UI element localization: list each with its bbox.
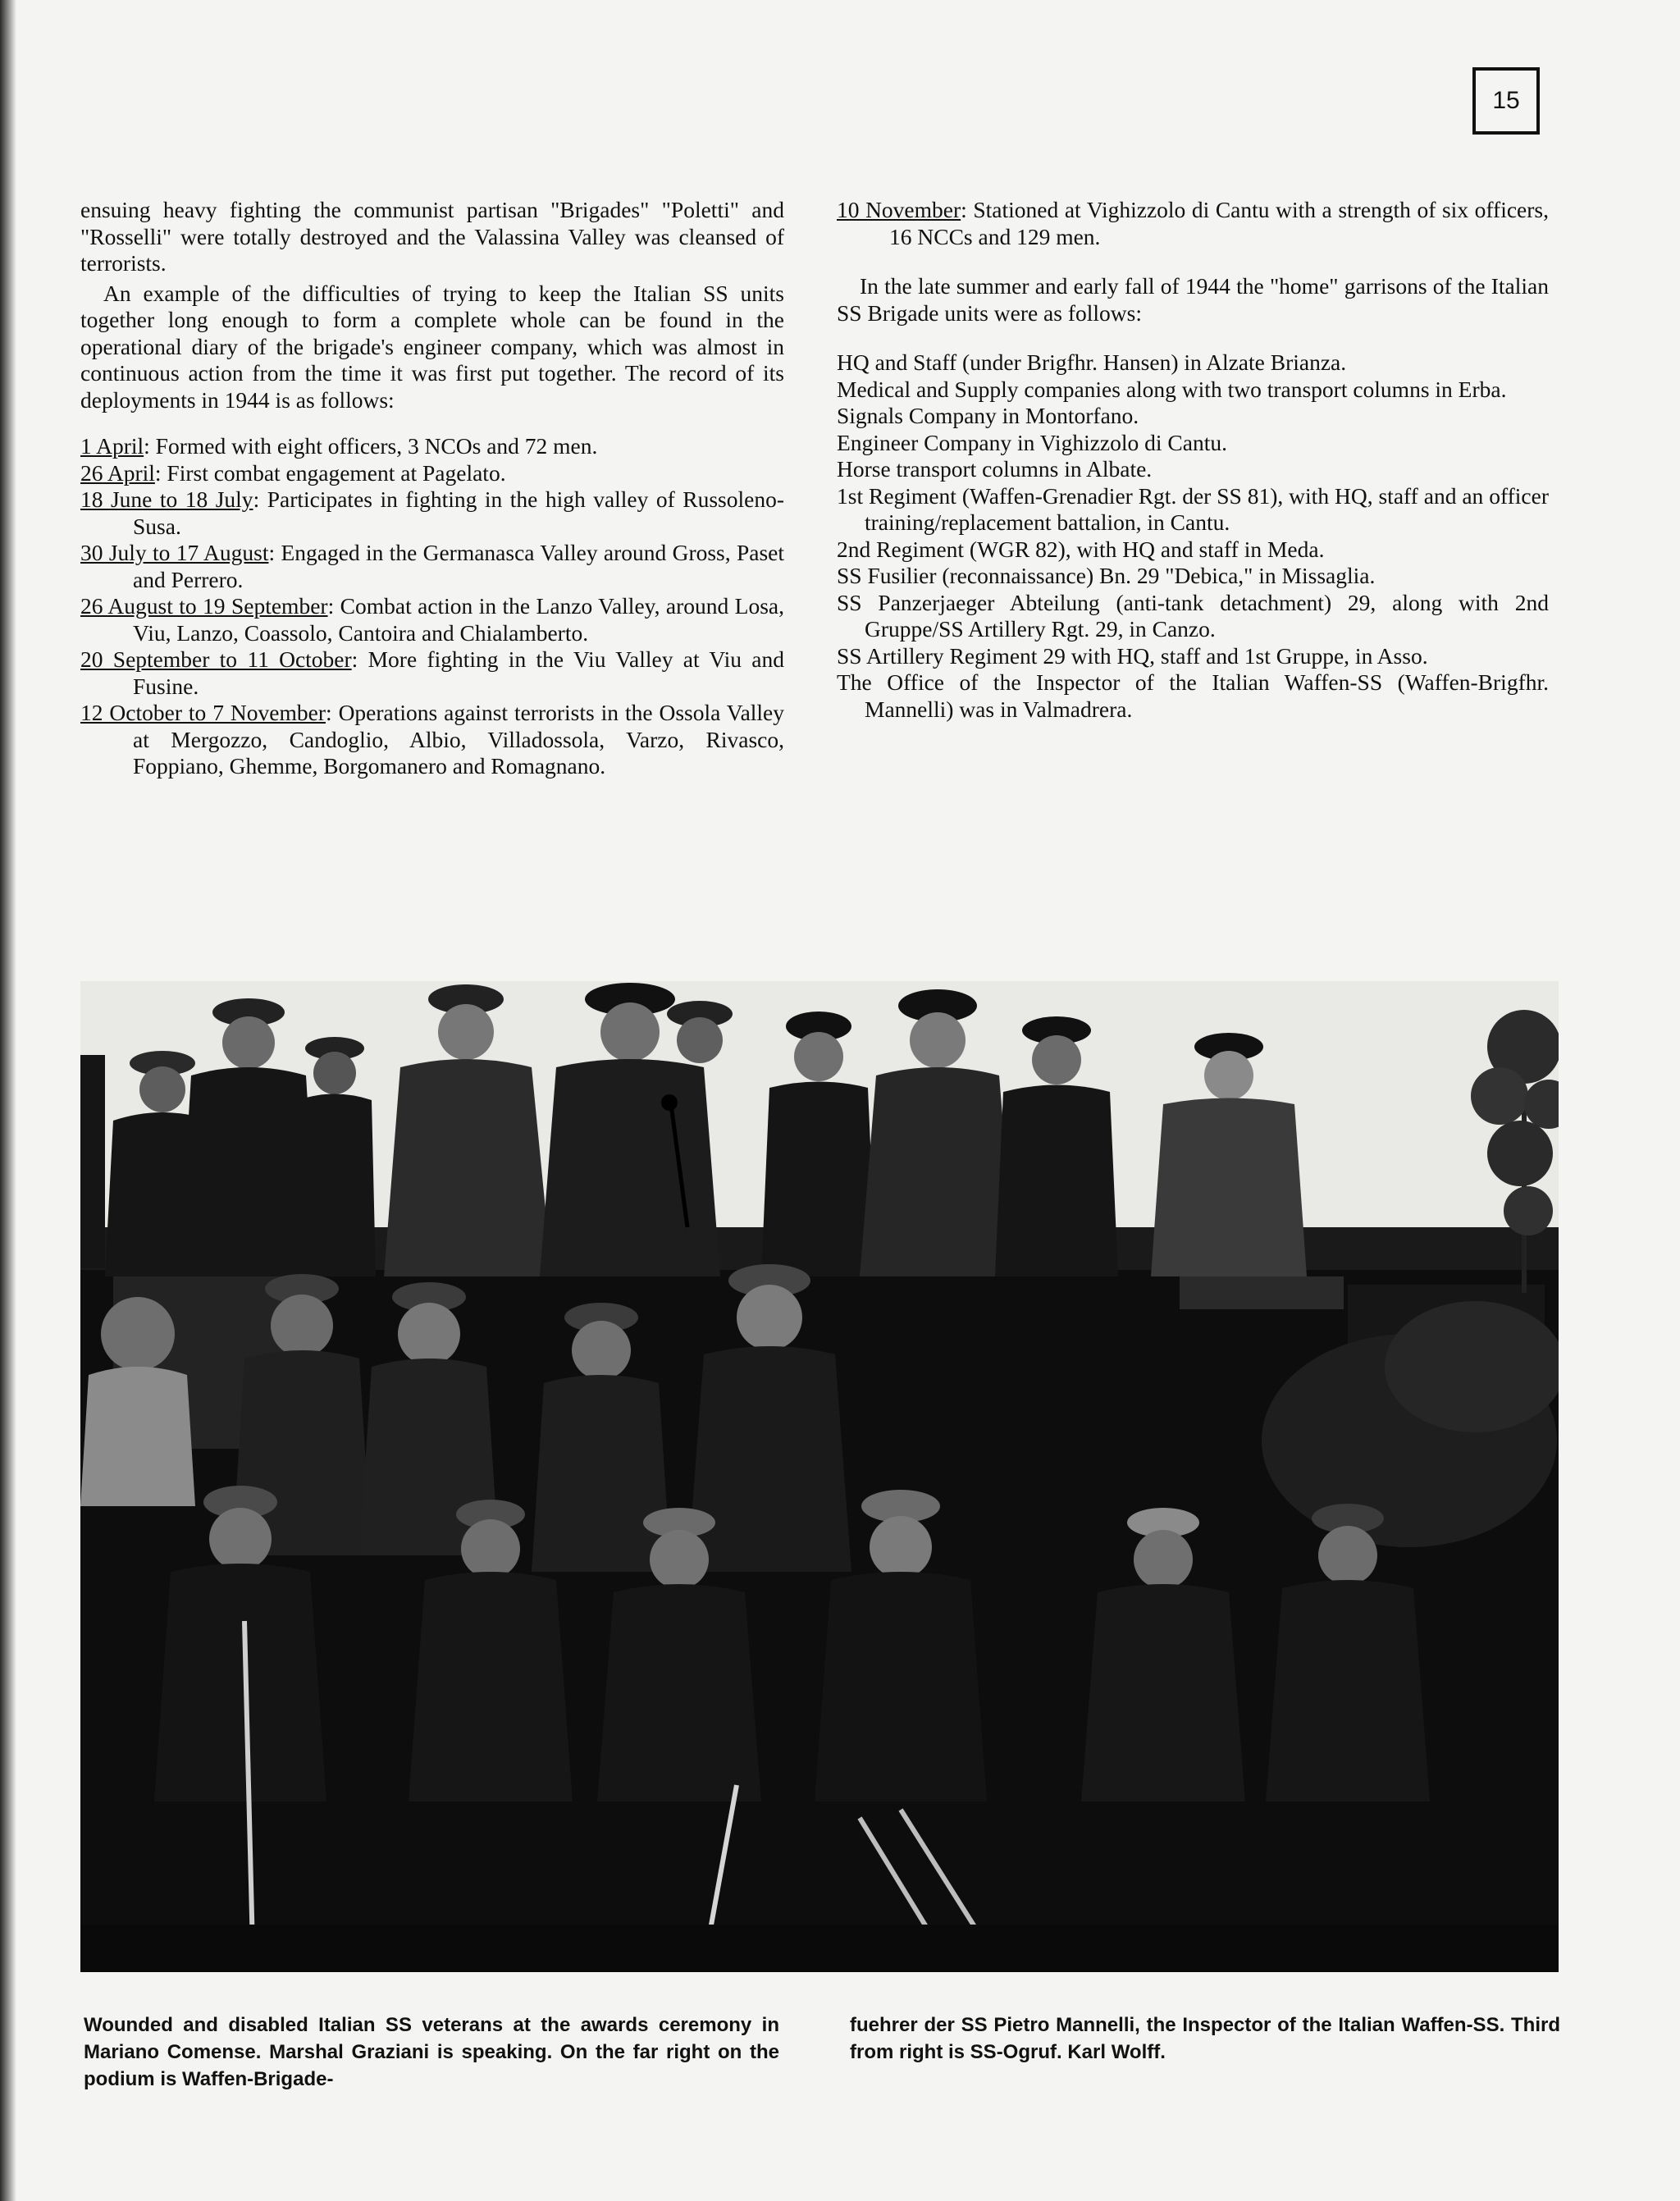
deployment-text: First combat engagement at Pagelato. <box>167 459 506 486</box>
deployment-entry: 1 April: Formed with eight officers, 3 NCOs and 72 men. <box>80 433 598 459</box>
deployment-text: Operations against terrorists in the Ossola Valley at Mergozzo, Candoglio, Albio, Villadossola, Varzo, Rivasco, Foppiano, Ghemme, Borgomanero and Romagnano. <box>133 700 785 779</box>
garrison-item: SS Artillery Regiment 29 with HQ, staff and 1st Gruppe, in Asso. <box>837 642 1428 669</box>
deployment-date: 26 April <box>80 459 155 486</box>
deployment-entry: 10 November: Stationed at Vighizzolo di Cantu with a strength of six officers, 16 NCCs and 129 men. <box>837 197 1549 249</box>
garrison-item: SS Fusilier (reconnaissance) Bn. 29 "Debica," in Missaglia. <box>837 563 1376 588</box>
deployment-date: 18 June to 18 July <box>80 486 253 512</box>
intro-paragraph: An example of the difficulties of trying to keep the Italian SS units together long enough to form a complete whole can be found in the operational diary of the brigade's engineer company, which was almost in continuous action from the time it was first put together. The record of its deployments in 1944 is as follows: <box>80 280 784 413</box>
page-edge-shadow <box>0 0 16 2201</box>
ceremony-photo <box>80 981 1559 1972</box>
garrison-item: 2nd Regiment (WGR 82), with HQ and staff in Meda. <box>837 536 1325 562</box>
deployment-text: Stationed at Vighizzolo di Cantu with a strength of six officers, 16 NCCs and 129 men. <box>889 197 1549 249</box>
ceremony-photo-illustration <box>80 981 1559 1972</box>
deployment-entry: 30 July to 17 August: Engaged in the Germanasca Valley around Gross, Paset and Perrero. <box>80 540 784 592</box>
photo-caption-left: Wounded and disabled Italian SS veterans at the awards ceremony in Mariano Comense. Marshal Graziani is speaking. On the far right on the podium is Waffen-Brigade- <box>84 2014 779 2090</box>
garrison-item: The Office of the Inspector of the Italian Waffen-SS (Waffen-Brigfhr. Mannelli) was in Valmadrera. <box>837 669 1549 722</box>
deployment-entry: 20 September to 11 October: More fighting in the Viu Valley at Viu and Fusine. <box>80 646 784 699</box>
garrison-item: Horse transport columns in Albate. <box>837 456 1153 482</box>
deployment-date: 26 August to 19 September <box>80 593 328 619</box>
garrison-item: Signals Company in Montorfano. <box>837 403 1139 428</box>
deployment-text: Engaged in the Germanasca Valley around Gross, Paset and Perrero. <box>133 540 784 592</box>
deployment-entry: 26 August to 19 September: Combat action in the Lanzo Valley, around Losa, Viu, Lanzo, Coassolo, Cantoira and Chialamberto. <box>80 593 784 646</box>
deployment-entry: 12 October to 7 November: Operations against terrorists in the Ossola Valley at Mergozzo, Candoglio, Albio, Villadossola, Varzo, Rivasco, Foppiano, Ghemme, Borgomanero and Romagnano. <box>80 700 785 779</box>
left-column <box>80 197 784 780</box>
deployment-text: Formed with eight officers, 3 NCOs and 72 men. <box>155 433 598 459</box>
photo-caption-right: fuehrer der SS Pietro Mannelli, the Inspector of the Italian Waffen-SS. Third from right is SS-Ogruf. Karl Wolff. <box>850 2014 1560 2063</box>
deployment-entry: 18 June to 18 July: Participates in fighting in the high valley of Russoleno-Susa. <box>80 486 784 539</box>
garrison-item: Medical and Supply companies along with two transport columns in Erba. <box>837 376 1507 402</box>
deployment-date: 10 November <box>837 197 961 222</box>
garrison-item: Engineer Company in Vighizzolo di Cantu. <box>837 429 1227 455</box>
right-column <box>837 197 1549 723</box>
deployment-date: 30 July to 17 August <box>80 540 269 565</box>
deployment-date: 12 October to 7 November <box>80 700 326 725</box>
deployment-entry: 26 April: First combat engagement at Pagelato. <box>80 459 506 486</box>
deployment-date: 20 September to 11 October <box>80 646 352 672</box>
spacer <box>837 250 1549 273</box>
garrison-item: 1st Regiment (Waffen-Grenadier Rgt. der SS 81), with HQ, staff and an officer training/replacement battalion, in Cantu. <box>837 482 1549 535</box>
deployment-list <box>80 433 784 780</box>
deployment-date: 1 April <box>80 433 144 459</box>
intro-continued: ensuing heavy fighting the communist partisan "Brigades" "Poletti" and "Rosselli" were totally destroyed and the Valassina Valley was cleansed of terrorists. <box>80 197 784 276</box>
deployment-text: Participates in fighting in the high valley of Russoleno-Susa. <box>133 486 784 539</box>
page-number: 15 <box>1472 67 1540 135</box>
deployment-text: More fighting in the Viu Valley at Viu and Fusine. <box>133 646 784 699</box>
garrison-list <box>837 349 1549 723</box>
garrison-item: HQ and Staff (under Brigfhr. Hansen) in Alzate Brianza. <box>837 349 1347 375</box>
garrisons-intro: In the late summer and early fall of 1944 the "home" garrisons of the Italian SS Brigade units were as follows: <box>837 273 1549 326</box>
garrison-item: SS Panzerjaeger Abteilung (anti-tank detachment) 29, along with 2nd Gruppe/SS Artillery Rgt. 29, in Canzo. <box>837 589 1549 642</box>
deployment-text: Combat action in the Lanzo Valley, around Losa, Viu, Lanzo, Coassolo, Cantoira and Chialamberto. <box>133 593 784 646</box>
